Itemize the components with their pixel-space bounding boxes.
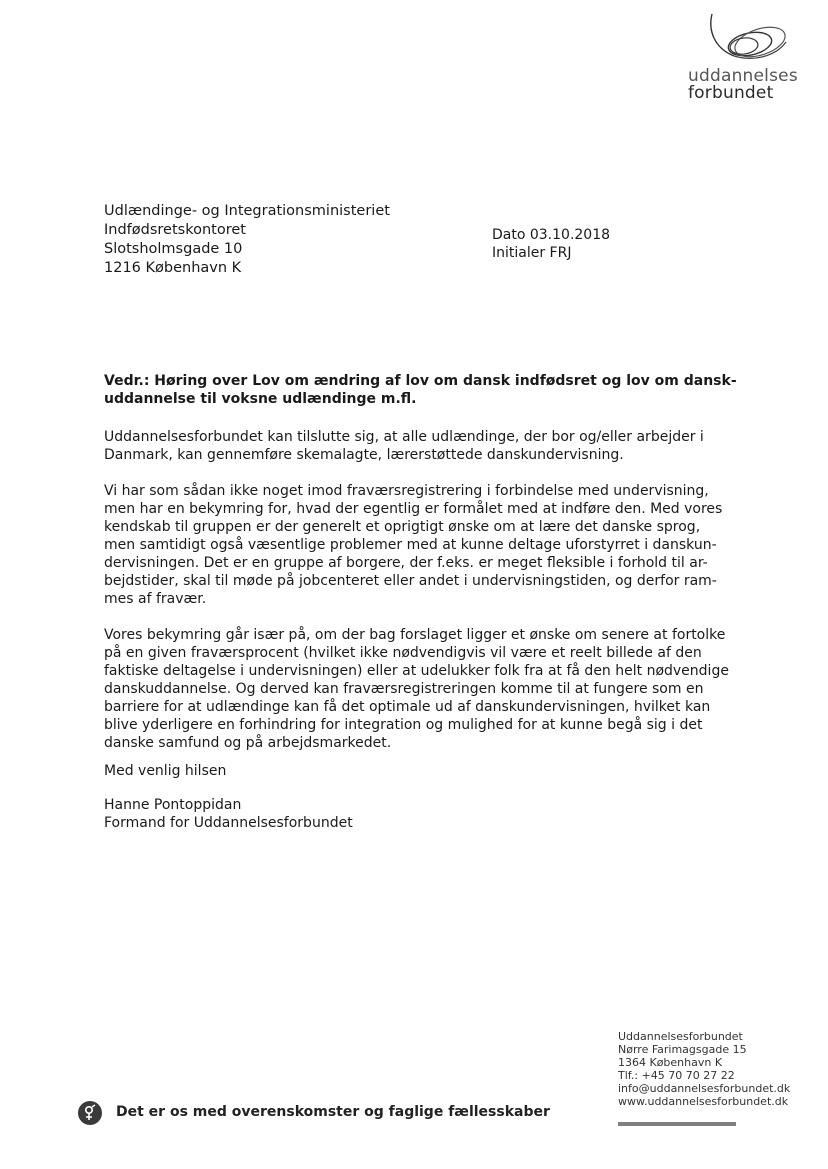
paragraph-line: bejdstider, skal til møde på jobcenteret eller andet i undervisningstiden, og derfor ram-: [104, 573, 717, 589]
footer-divider: [618, 1122, 736, 1126]
recipient-line: Udlændinge- og Integrationsministeriet: [104, 203, 390, 219]
paragraph-line: dervisningen. Det er en gruppe af borgere, der f.eks. er meget fleksible i forhold til ar-: [104, 555, 708, 571]
subject-line: Vedr.: Høring over Lov om ændring af lov om dansk indfødsret og lov om dansk-: [104, 373, 737, 389]
paragraph-line: blive yderligere en forhindring for integration og mulighed for at kunne begå sig i det: [104, 717, 703, 733]
logo-text-line2: forbundet: [688, 83, 774, 103]
letter-body: [104, 372, 737, 770]
subject-line: uddannelse til voksne udlændinge m.fl.: [104, 391, 417, 407]
signer-title: Formand for Uddannelsesforbundet: [104, 815, 353, 831]
website-link: www.uddannelsesforbundet.dk: [618, 1095, 789, 1108]
letter-subject: [104, 372, 737, 408]
signature-block: [104, 796, 353, 832]
address-line: Nørre Farimagsgade 15: [618, 1043, 747, 1056]
closing-salutation: Med venlig hilsen: [104, 763, 227, 779]
paragraph-line: Vi har som sådan ikke noget imod fraværsregistrering i forbindelse med undervisning,: [104, 483, 709, 499]
logo-text-line1: uddannelses: [688, 66, 798, 86]
recipient-address: [104, 202, 390, 278]
email-link: info@uddannelsesforbundet.dk: [618, 1082, 791, 1095]
body-paragraph-2: [104, 482, 728, 608]
paragraph-line: danske samfund og på arbejdsmarkedet.: [104, 735, 392, 751]
recipient-line: Slotsholmsgade 10: [104, 241, 243, 257]
paragraph-line: på en given fraværsprocent (hvilket ikke nødvendigvis vil være et reelt billede af den: [104, 645, 702, 661]
organization-logo: [684, 12, 798, 104]
letter-date: Dato 03.10.2018: [492, 227, 611, 243]
recipient-line: 1216 København K: [104, 260, 242, 276]
paragraph-line: men har en bekymring for, hvad der egentlig er formålet med at indføre den. Med vores: [104, 501, 723, 517]
paragraph-line: danskuddannelse. Og derved kan fraværsregistreringen komme til at fungere som en: [104, 681, 704, 697]
paragraph-line: men samtidigt også væsentlige problemer med at kunne deltage uforstyrret i danskun-: [104, 537, 717, 553]
address-line: Uddannelsesforbundet: [618, 1030, 743, 1043]
paragraph-line: mes af fravær.: [104, 591, 207, 607]
body-paragraph-3: [104, 626, 728, 752]
logo-swirl-icon: [704, 12, 794, 68]
recipient-line: Indfødsretskontoret: [104, 222, 246, 238]
logo-text: [688, 68, 798, 102]
address-line: Tlf.: +45 70 70 27 22: [618, 1069, 735, 1082]
paragraph-line: Danmark, kan gennemføre skemalagte, lærerstøttede danskundervisning.: [104, 447, 624, 463]
paragraph-line: kendskab til gruppen er der generelt et oprigtigt ønske om at lære det danske sprog,: [104, 519, 701, 535]
sender-address: [618, 1030, 790, 1108]
address-line: 1364 København K: [618, 1056, 723, 1069]
paragraph-line: Uddannelsesforbundet kan tilslutte sig, at alle udlændinge, der bor og/eller arbejder i: [104, 429, 704, 445]
body-paragraph-1: [104, 428, 728, 464]
signer-name: Hanne Pontoppidan: [104, 797, 242, 813]
paragraph-line: barriere for at udlændinge kan få det optimale ud af danskundervisningen, hvilket kan: [104, 699, 711, 715]
footer-logo-icon: [78, 1101, 102, 1125]
letter-meta: [492, 226, 610, 262]
footer-tagline: Det er os med overenskomster og faglige fællesskaber: [116, 1104, 550, 1120]
paragraph-line: faktiske deltagelse i undervisningen) eller at udelukker folk fra at få den helt nødvendige: [104, 663, 729, 679]
paragraph-line: Vores bekymring går især på, om der bag forslaget ligger et ønske om senere at fortolke: [104, 627, 726, 643]
letter-initials: Initialer FRJ: [492, 245, 572, 261]
